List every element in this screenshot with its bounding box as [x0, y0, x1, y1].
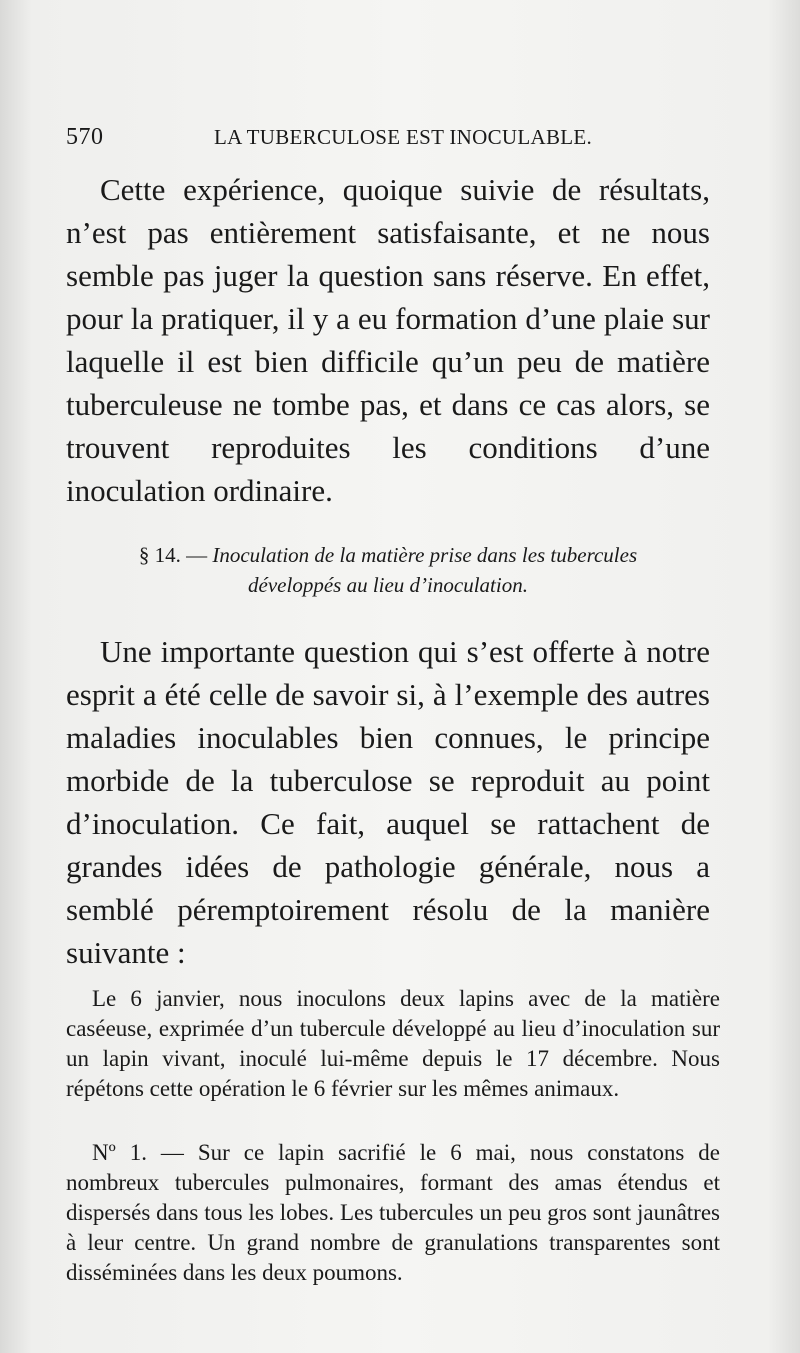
paragraph-1: Cette expérience, quoique suivie de résultats, n’est pas entièrement satisfaisante, et ne nous semble pas juger la question sans réserve. En effet, pour la pratiquer, il y a eu formation d’une plaie sur laquelle il est bien difficile qu’un peu de matière tuberculeuse ne tombe pas, et dans ce cas alors, se trouvent reproduites les conditions d’une inoculation ordinaire. [66, 172, 710, 508]
paragraph-2: Une importante question qui s’est offerte à notre esprit a été celle de savoir si, à l’exemple des autres maladies inoculables bien connues, le principe morbide de la tuberculose se reproduit au point d’inoculation. Ce fait, auquel se rattachent de grandes idées de pathologie générale, nous a semblé péremptoirement résolu de la manière suivante : [66, 634, 710, 970]
running-title: LA TUBERCULOSE EST INOCULABLE. [214, 125, 593, 149]
section-title-line-2: développés au lieu d’inoculation. [248, 573, 528, 597]
page-header [66, 124, 706, 154]
observation-2: Nº 1. — Sur ce lapin sacrifié le 6 mai, nous constatons de nombreux tubercules pulmonaires, formant des amas étendus et dispersés dans tous les lobes. Les tubercules un peu gros sont jaunâtres à leur centre. Un grand nombre de granulations transparentes sont disséminées dans les deux poumons. [66, 1140, 720, 1285]
section-title-line-1: Inoculation de la matière prise dans les tubercules [212, 543, 638, 567]
section-number: § 14. — [138, 543, 208, 567]
section-heading [66, 540, 710, 600]
observation-1: Le 6 janvier, nous inoculons deux lapins avec de la matière caséeuse, exprimée d’un tubercule développé au lieu d’inoculation sur un lapin vivant, inoculé lui-même depuis le 17 décembre. Nous répétons cette opération le 6 février sur les mêmes animaux. [66, 986, 720, 1101]
page-number: 570 [66, 124, 104, 150]
